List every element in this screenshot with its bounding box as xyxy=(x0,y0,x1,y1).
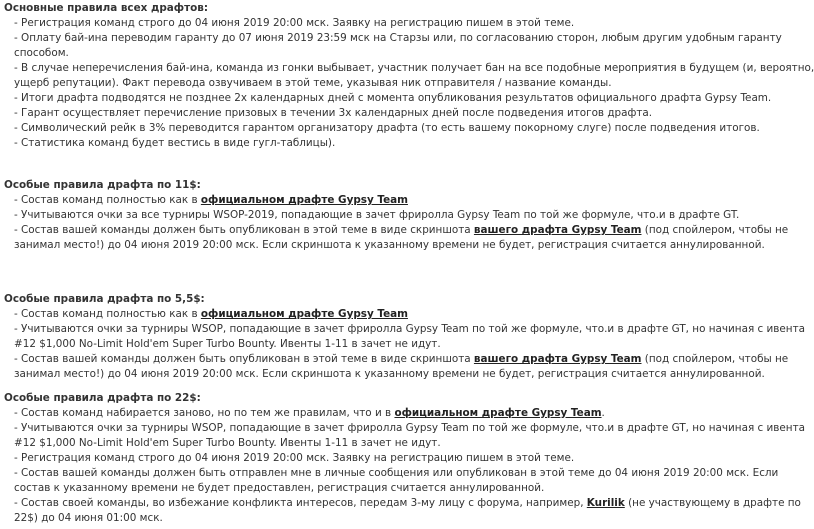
rule-link[interactable]: вашего драфта Gypsy Team xyxy=(473,353,642,365)
rule-text: - Гарант осуществляет перечисление призовых в течении 3х календарных дней после подведения итогов драфта. xyxy=(14,107,653,119)
rule-line xyxy=(4,121,760,136)
rule-text: - Учитываются очки за турниры WSOP, попадающие в зачет фриролла Gypsy Team по той же формуле, что.и в драфте GT, но начиная с ивента xyxy=(14,323,806,335)
rule-line xyxy=(4,307,696,322)
rule-line xyxy=(4,136,696,151)
rule-line xyxy=(4,451,696,466)
rule-line xyxy=(4,466,779,481)
rule-link[interactable]: официальном драфте Gypsy Team xyxy=(200,308,408,320)
rule-text: - Состав вашей команды должен быть отправлен мне в личные сообщения или опубликован в этой теме до 04 июня 2019 20:00 мск. Если xyxy=(14,467,779,479)
rule-text: - Учитываются очки за турниры WSOP, попадающие в зачет фриролла Gypsy Team по той же формуле, что.и в драфте GT, но начиная с ивента xyxy=(14,422,806,434)
rule-text: - Состав команд набирается заново, но по тем же правилам, что и в xyxy=(14,407,395,419)
rule-link[interactable]: Kurilik xyxy=(586,497,625,509)
rule-line xyxy=(4,406,696,421)
rule-line xyxy=(4,193,696,208)
rule-line xyxy=(4,322,806,337)
rule-text: 22$) до 04 июня 01:00 мск. xyxy=(14,512,163,524)
rule-line xyxy=(4,481,696,496)
rule-line xyxy=(4,421,806,436)
rule-link[interactable]: официальном драфте Gypsy Team xyxy=(394,407,602,419)
rule-line xyxy=(4,337,696,352)
section-heading: Основные правила всех драфтов: xyxy=(4,2,208,14)
rule-line xyxy=(4,238,765,253)
rule-line xyxy=(4,436,696,451)
rule-line xyxy=(4,208,740,223)
rule-link[interactable]: официальном драфте Gypsy Team xyxy=(200,194,408,206)
rule-link[interactable]: вашего драфта Gypsy Team xyxy=(473,224,642,236)
rule-text-after-link: . xyxy=(601,407,605,419)
rule-line xyxy=(4,61,814,76)
rule-line xyxy=(4,76,696,91)
rule-line xyxy=(4,367,765,382)
section-rules-11 xyxy=(4,178,789,253)
rule-text: ущерб репутации). Факт перевода озвучиваем в этой теме, указывая ник отправителя / название команды. xyxy=(14,77,612,89)
rule-line xyxy=(4,496,801,511)
rule-text: - Состав команд полностью как в xyxy=(14,308,201,320)
rule-text: способом. xyxy=(14,47,69,59)
rule-text: - Статистика команд будет вестись в виде гугл-таблицы). xyxy=(14,137,336,149)
rule-text-after-link: (под спойлером, чтобы не xyxy=(641,224,789,236)
section-rules-5-5 xyxy=(4,292,806,382)
rule-text: занимал место!) до 04 июня 2019 20:00 мск. Если скриншота к указанному времени не будет, регистрация считается аннулированной. xyxy=(14,368,765,380)
rule-text: занимал место!) до 04 июня 2019 20:00 мск. Если скриншота к указанному времени не будет, регистрация считается аннулированной. xyxy=(14,239,765,251)
rule-line xyxy=(4,46,696,61)
rule-line xyxy=(4,91,772,106)
section-rules-22 xyxy=(4,391,806,526)
rule-text: - Состав команд полностью как в xyxy=(14,194,201,206)
rule-line xyxy=(4,31,782,46)
rule-text-after-link: (под спойлером, чтобы не xyxy=(641,353,789,365)
rule-text: - Состав вашей команды должен быть опубликован в этой теме в виде скриншота xyxy=(14,353,474,365)
rule-line xyxy=(4,106,696,121)
section-heading: Особые правила драфта по 11$: xyxy=(4,179,201,191)
rule-text: #12 $1,000 No-Limit Hold'em Super Turbo Bounty. Ивенты 1-11 в зачет не идут. xyxy=(14,437,441,449)
section-heading: Особые правила драфта по 5,5$: xyxy=(4,293,205,305)
rule-line xyxy=(4,352,789,367)
rule-text-after-link: (не участвующему в драфте по xyxy=(624,497,801,509)
rule-text: - Состав вашей команды должен быть опубликован в этой теме в виде скриншота xyxy=(14,224,474,236)
rule-line xyxy=(4,223,789,238)
rule-text: - Регистрация команд строго до 04 июня 2019 20:00 мск. Заявку на регистрацию пишем в этой теме. xyxy=(14,452,575,464)
rule-text: состав к указанному времени не будет предоставлен, регистрация считается аннулированной. xyxy=(14,482,545,494)
rule-text: - Итоги драфта подводятся не позднее 2х календарных дней с момента опубликования результатов официального драфта Gypsy Team. xyxy=(14,92,772,104)
rule-text: - Состав своей команды, во избежание конфликта интересов, передам 3-му лицу с форума, например, xyxy=(14,497,587,509)
rule-text: - Символический рейк в 3% переводится гарантом организатору драфта (то есть вашему покорному слуге) после подведения итогов. xyxy=(14,122,760,134)
rule-line xyxy=(4,16,696,31)
rule-text: #12 $1,000 No-Limit Hold'em Super Turbo Bounty. Ивенты 1-11 в зачет не идут. xyxy=(14,338,441,350)
section-general-rules xyxy=(4,1,814,151)
rule-line xyxy=(4,511,696,526)
rule-text: - Оплату бай-ина переводим гаранту до 07 июня 2019 23:59 мск на Старзы или, по согласованию сторон, любым другим удобным гаранту xyxy=(14,32,782,44)
rule-text: - Учитываются очки за все турниры WSOP-2019, попадающие в зачет фриролла Gypsy Team по той же формуле, что.и в драфте GT. xyxy=(14,209,740,221)
rule-text: - Регистрация команд строго до 04 июня 2019 20:00 мск. Заявку на регистрацию пишем в этой теме. xyxy=(14,17,575,29)
rule-text: - В случае неперечисления бай-ина, команда из гонки выбывает, участник получает бан на все подобные мероприятия в будущем (и, вероятно, xyxy=(14,62,814,74)
section-heading: Особые правила драфта по 22$: xyxy=(4,392,201,404)
